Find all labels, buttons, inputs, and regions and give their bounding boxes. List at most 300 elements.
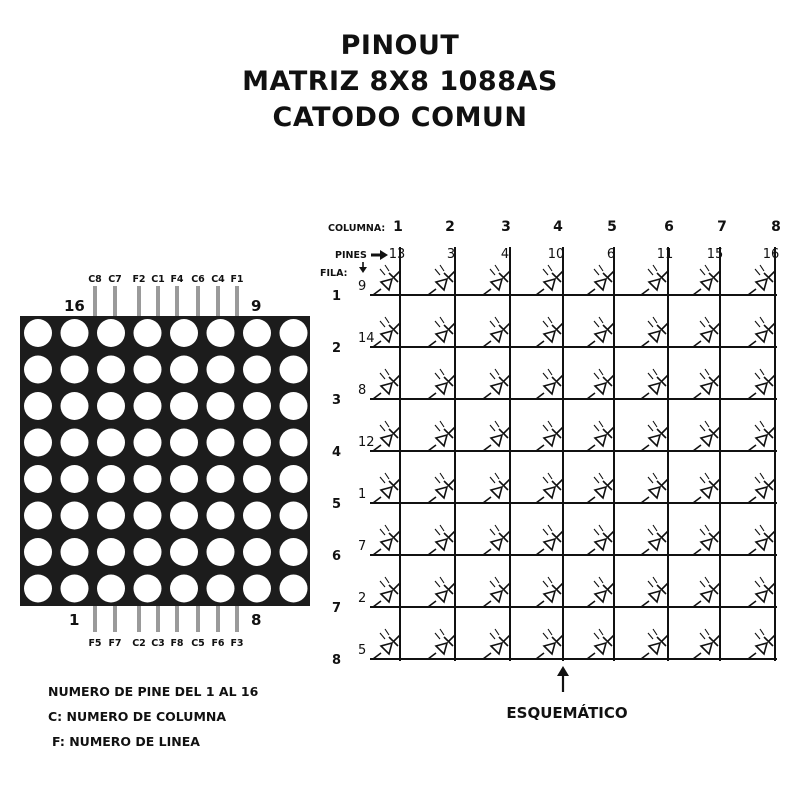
led-dot: [170, 538, 198, 566]
led-dot: [243, 465, 271, 493]
column-pin-label: 15: [706, 247, 724, 262]
diode-emission: [700, 269, 705, 275]
diode-triangle: [701, 487, 712, 498]
diode-lead: [607, 427, 614, 434]
bottom-pin: [93, 604, 97, 632]
diode-emission: [548, 369, 552, 375]
diode-symbol: [373, 421, 400, 451]
diode-emission: [490, 269, 495, 275]
diode-lead: [661, 375, 668, 382]
diode-emission: [648, 633, 653, 639]
diode-triangle: [436, 279, 447, 290]
top-pin: [196, 286, 200, 318]
row-number: 7: [332, 601, 342, 616]
led-dot: [24, 575, 52, 603]
diode-emission: [653, 577, 657, 583]
diode-emission: [385, 525, 389, 531]
diode-emission: [648, 373, 653, 379]
diode-triangle: [381, 539, 392, 550]
diode-emission: [700, 425, 705, 431]
diode-emission: [380, 425, 385, 431]
diode-symbol: [373, 265, 400, 295]
diode-emission: [700, 373, 705, 379]
diode-emission: [435, 477, 440, 483]
diode-symbol: [587, 525, 614, 555]
diode-symbol: [641, 421, 668, 451]
row-number: 1: [332, 289, 342, 304]
led-dot: [24, 502, 52, 530]
diode-symbol: [693, 265, 720, 295]
bottom-pin-label: F8: [170, 638, 184, 649]
diode-lead: [768, 427, 775, 434]
diode-symbol: [536, 369, 563, 399]
diode-emission: [435, 581, 440, 587]
diode-symbol: [748, 265, 775, 295]
diode-emission: [490, 425, 495, 431]
diode-symbol: [693, 577, 720, 607]
diode-symbol: [587, 317, 614, 347]
diode-lead: [661, 583, 668, 590]
diode-triangle: [756, 487, 767, 498]
diode-emission: [380, 269, 385, 275]
diode-lead: [607, 479, 614, 486]
diode-triangle: [436, 539, 447, 550]
diode-triangle: [701, 279, 712, 290]
diode-emission: [705, 369, 709, 375]
diode-symbol: [536, 317, 563, 347]
diode-symbol: [748, 369, 775, 399]
diode-lead: [556, 271, 563, 278]
diode-emission: [705, 577, 709, 583]
title-line-3: CATODO COMUN: [272, 102, 528, 133]
diode-lead: [503, 271, 510, 278]
led-dot: [207, 319, 235, 347]
diode-symbol: [428, 265, 455, 295]
led-dot: [24, 429, 52, 457]
diode-lead: [661, 635, 668, 642]
diode-emission: [594, 269, 599, 275]
diode-triangle: [595, 643, 606, 654]
diode-triangle: [381, 487, 392, 498]
diode-emission: [599, 369, 603, 375]
diode-triangle: [544, 435, 555, 446]
column-number: 7: [717, 219, 727, 235]
diode-emission: [543, 425, 548, 431]
diode-triangle: [701, 643, 712, 654]
diode-lead: [713, 323, 720, 330]
diode-emission: [440, 577, 444, 583]
diode-symbol: [748, 473, 775, 503]
diode-symbol: [748, 421, 775, 451]
diode-emission: [760, 369, 764, 375]
diode-lead: [661, 479, 668, 486]
diode-symbol: [587, 369, 614, 399]
bottom-pin-label: F7: [108, 638, 122, 649]
diode-emission: [380, 373, 385, 379]
diode-symbol: [428, 629, 455, 659]
diode-lead: [393, 323, 400, 330]
diode-lead: [713, 271, 720, 278]
row-pin-label: 5: [358, 643, 367, 658]
diode-emission: [440, 317, 444, 323]
diode-symbol: [483, 369, 510, 399]
diode-lead: [768, 323, 775, 330]
led-dot: [170, 502, 198, 530]
diode-emission: [760, 317, 764, 323]
schematic-diagram: [320, 210, 800, 730]
diode-emission: [705, 265, 709, 271]
diode-emission: [755, 373, 760, 379]
diode-emission: [440, 369, 444, 375]
top-pin-label: C7: [108, 274, 122, 285]
bottom-pin: [137, 604, 141, 632]
diode-triangle: [756, 435, 767, 446]
diode-lead: [556, 531, 563, 538]
diode-triangle: [491, 643, 502, 654]
bottom-pin-label: F5: [88, 638, 102, 649]
diode-symbol: [428, 369, 455, 399]
row-number: 2: [332, 341, 342, 356]
bottom-pin: [113, 604, 117, 632]
diode-symbol: [483, 525, 510, 555]
diode-emission: [490, 321, 495, 327]
diode-symbol: [748, 317, 775, 347]
diode-lead: [393, 271, 400, 278]
diode-symbol: [587, 421, 614, 451]
diode-emission: [385, 265, 389, 271]
diode-lead: [768, 271, 775, 278]
diode-triangle: [544, 279, 555, 290]
diode-triangle: [436, 331, 447, 342]
diode-emission: [599, 421, 603, 427]
diode-lead: [661, 323, 668, 330]
led-dot: [97, 575, 125, 603]
diode-emission: [495, 421, 499, 427]
diode-lead: [448, 271, 455, 278]
led-dot: [61, 575, 89, 603]
diode-triangle: [491, 487, 502, 498]
diode-lead: [393, 531, 400, 538]
corner-label-bottom-right: 8: [251, 611, 262, 629]
diode-emission: [705, 629, 709, 635]
diode-triangle: [491, 279, 502, 290]
led-dot: [170, 575, 198, 603]
diode-emission: [490, 477, 495, 483]
diode-lead: [661, 427, 668, 434]
diode-symbol: [483, 473, 510, 503]
diode-emission: [760, 525, 764, 531]
diode-triangle: [544, 643, 555, 654]
diode-emission: [543, 269, 548, 275]
diode-symbol: [373, 629, 400, 659]
led-dot: [61, 392, 89, 420]
diode-emission: [543, 633, 548, 639]
row-number: 3: [332, 393, 342, 408]
diode-emission: [700, 529, 705, 535]
diode-symbol: [483, 577, 510, 607]
diode-lead: [556, 323, 563, 330]
diode-emission: [594, 373, 599, 379]
diode-symbol: [373, 525, 400, 555]
diode-emission: [543, 581, 548, 587]
diode-emission: [385, 577, 389, 583]
diode-emission: [495, 317, 499, 323]
diode-emission: [435, 633, 440, 639]
diode-triangle: [756, 279, 767, 290]
diode-lead: [503, 375, 510, 382]
diode-emission: [755, 321, 760, 327]
diode-triangle: [436, 383, 447, 394]
led-dot: [243, 502, 271, 530]
diode-emission: [490, 633, 495, 639]
diode-triangle: [701, 435, 712, 446]
diode-emission: [755, 477, 760, 483]
diode-triangle: [436, 591, 447, 602]
column-number: 3: [501, 219, 511, 235]
diode-symbol: [693, 525, 720, 555]
diode-emission: [385, 421, 389, 427]
diode-lead: [713, 479, 720, 486]
diode-triangle: [491, 383, 502, 394]
diode-emission: [648, 581, 653, 587]
diode-symbol: [641, 577, 668, 607]
diode-triangle: [649, 591, 660, 602]
diode-triangle: [701, 383, 712, 394]
led-dot: [134, 429, 162, 457]
diode-symbol: [373, 473, 400, 503]
diode-lead: [556, 427, 563, 434]
diode-emission: [548, 265, 552, 271]
diode-emission: [700, 633, 705, 639]
led-dot: [61, 319, 89, 347]
diode-emission: [700, 321, 705, 327]
diode-emission: [599, 629, 603, 635]
diode-lead: [607, 635, 614, 642]
row-pin-label: 8: [358, 383, 367, 398]
top-pin-label: C8: [88, 274, 102, 285]
led-dot: [61, 429, 89, 457]
bottom-pin-label: C5: [191, 638, 205, 649]
diode-triangle: [436, 643, 447, 654]
diode-lead: [393, 583, 400, 590]
diode-lead: [556, 375, 563, 382]
diode-lead: [393, 375, 400, 382]
diode-symbol: [536, 525, 563, 555]
diode-triangle: [701, 539, 712, 550]
diode-emission: [495, 577, 499, 583]
diode-emission: [543, 373, 548, 379]
diode-lead: [448, 427, 455, 434]
led-dot: [243, 538, 271, 566]
diode-lead: [768, 635, 775, 642]
column-number: 1: [393, 219, 403, 235]
diode-triangle: [649, 539, 660, 550]
diode-emission: [755, 529, 760, 535]
diode-emission: [594, 477, 599, 483]
led-dot: [207, 575, 235, 603]
diode-emission: [594, 425, 599, 431]
top-pin: [93, 286, 97, 318]
corner-label-top-left: 16: [64, 297, 85, 315]
led-dot: [280, 356, 308, 384]
diode-triangle: [649, 383, 660, 394]
diode-triangle: [491, 435, 502, 446]
diode-symbol: [641, 369, 668, 399]
diode-emission: [380, 529, 385, 535]
led-dot: [170, 465, 198, 493]
diode-triangle: [544, 591, 555, 602]
diode-triangle: [491, 591, 502, 602]
diode-triangle: [381, 643, 392, 654]
diode-symbol: [483, 265, 510, 295]
diode-triangle: [381, 435, 392, 446]
diode-emission: [653, 525, 657, 531]
diode-emission: [755, 269, 760, 275]
diode-emission: [705, 421, 709, 427]
diode-symbol: [693, 421, 720, 451]
fila-label: FILA:: [320, 268, 348, 279]
led-dot: [207, 392, 235, 420]
diode-triangle: [756, 539, 767, 550]
row-number: 4: [332, 445, 342, 460]
diode-emission: [755, 425, 760, 431]
diode-lead: [393, 427, 400, 434]
diode-triangle: [595, 279, 606, 290]
led-dot: [243, 392, 271, 420]
led-dot: [24, 538, 52, 566]
diode-triangle: [595, 383, 606, 394]
diode-emission: [760, 629, 764, 635]
diode-emission: [495, 473, 499, 479]
diode-triangle: [649, 643, 660, 654]
diode-emission: [548, 525, 552, 531]
diode-emission: [648, 269, 653, 275]
column-number: 2: [445, 219, 455, 235]
diode-lead: [448, 531, 455, 538]
diode-emission: [700, 477, 705, 483]
diode-emission: [548, 421, 552, 427]
diode-emission: [705, 473, 709, 479]
diode-triangle: [544, 383, 555, 394]
diode-emission: [648, 425, 653, 431]
diode-symbol: [536, 265, 563, 295]
diode-lead: [393, 635, 400, 642]
diode-symbol: [373, 369, 400, 399]
diode-lead: [713, 635, 720, 642]
diode-lead: [661, 271, 668, 278]
top-pin-label: C4: [211, 274, 225, 285]
row-pin-label: 2: [358, 591, 367, 606]
led-dot: [207, 465, 235, 493]
top-pin-label: F4: [170, 274, 184, 285]
led-dot: [280, 502, 308, 530]
row-pin-label: 12: [358, 435, 375, 450]
diode-lead: [503, 427, 510, 434]
diode-symbol: [587, 577, 614, 607]
diode-lead: [448, 375, 455, 382]
diode-symbol: [641, 629, 668, 659]
column-number: 8: [771, 219, 781, 235]
corner-label-top-right: 9: [251, 297, 262, 315]
diode-emission: [705, 317, 709, 323]
led-matrix-module: [0, 260, 320, 660]
fila-arrowhead: [359, 267, 367, 273]
column-pin-label: 3: [446, 247, 456, 262]
diode-lead: [448, 323, 455, 330]
diode-emission: [490, 529, 495, 535]
column-pin-label: 11: [656, 247, 674, 262]
schematic-caption: ESQUEMÁTICO: [506, 704, 628, 722]
pines-label: PINES: [335, 250, 367, 261]
legend-line-3: F: NUMERO DE LINEA: [52, 734, 200, 749]
top-pin-label: F1: [230, 274, 244, 285]
diode-lead: [768, 375, 775, 382]
diode-symbol: [641, 317, 668, 347]
diode-emission: [380, 633, 385, 639]
diode-triangle: [544, 331, 555, 342]
row-pin-label: 9: [358, 279, 367, 294]
diode-lead: [607, 271, 614, 278]
diode-triangle: [595, 331, 606, 342]
led-dot: [207, 502, 235, 530]
column-pin-label: 4: [500, 247, 510, 262]
diode-lead: [661, 531, 668, 538]
diode-emission: [385, 317, 389, 323]
diode-triangle: [544, 487, 555, 498]
diode-lead: [556, 583, 563, 590]
led-dot: [134, 575, 162, 603]
row-pin-label: 14: [358, 331, 375, 346]
led-dot: [170, 429, 198, 457]
diode-lead: [713, 427, 720, 434]
title-line-2: MATRIZ 8X8 1088AS: [242, 66, 558, 97]
diode-symbol: [483, 629, 510, 659]
column-number: 5: [607, 219, 617, 235]
led-dot: [134, 356, 162, 384]
diode-emission: [435, 529, 440, 535]
diode-lead: [607, 583, 614, 590]
row-number: 8: [332, 653, 342, 668]
diode-triangle: [649, 279, 660, 290]
caption-arrowhead: [557, 666, 569, 676]
led-dot: [97, 356, 125, 384]
bottom-pin-label: F3: [230, 638, 244, 649]
diode-emission: [594, 529, 599, 535]
led-dot: [280, 538, 308, 566]
diode-symbol: [428, 525, 455, 555]
top-pin: [216, 286, 220, 318]
diode-symbol: [587, 473, 614, 503]
diode-triangle: [595, 487, 606, 498]
diode-symbol: [693, 473, 720, 503]
diode-emission: [380, 321, 385, 327]
diode-emission: [648, 477, 653, 483]
diode-symbol: [641, 473, 668, 503]
diode-emission: [700, 581, 705, 587]
legend-line-1: NUMERO DE PINE DEL 1 AL 16: [48, 684, 259, 699]
led-dot: [207, 538, 235, 566]
diode-symbol: [373, 317, 400, 347]
top-pin: [113, 286, 117, 318]
diode-triangle: [436, 487, 447, 498]
led-dot: [134, 502, 162, 530]
diode-triangle: [649, 331, 660, 342]
led-dot: [280, 392, 308, 420]
diode-lead: [448, 583, 455, 590]
column-pin-label: 6: [606, 247, 616, 262]
diode-emission: [548, 473, 552, 479]
columna-label: COLUMNA:: [328, 223, 386, 234]
